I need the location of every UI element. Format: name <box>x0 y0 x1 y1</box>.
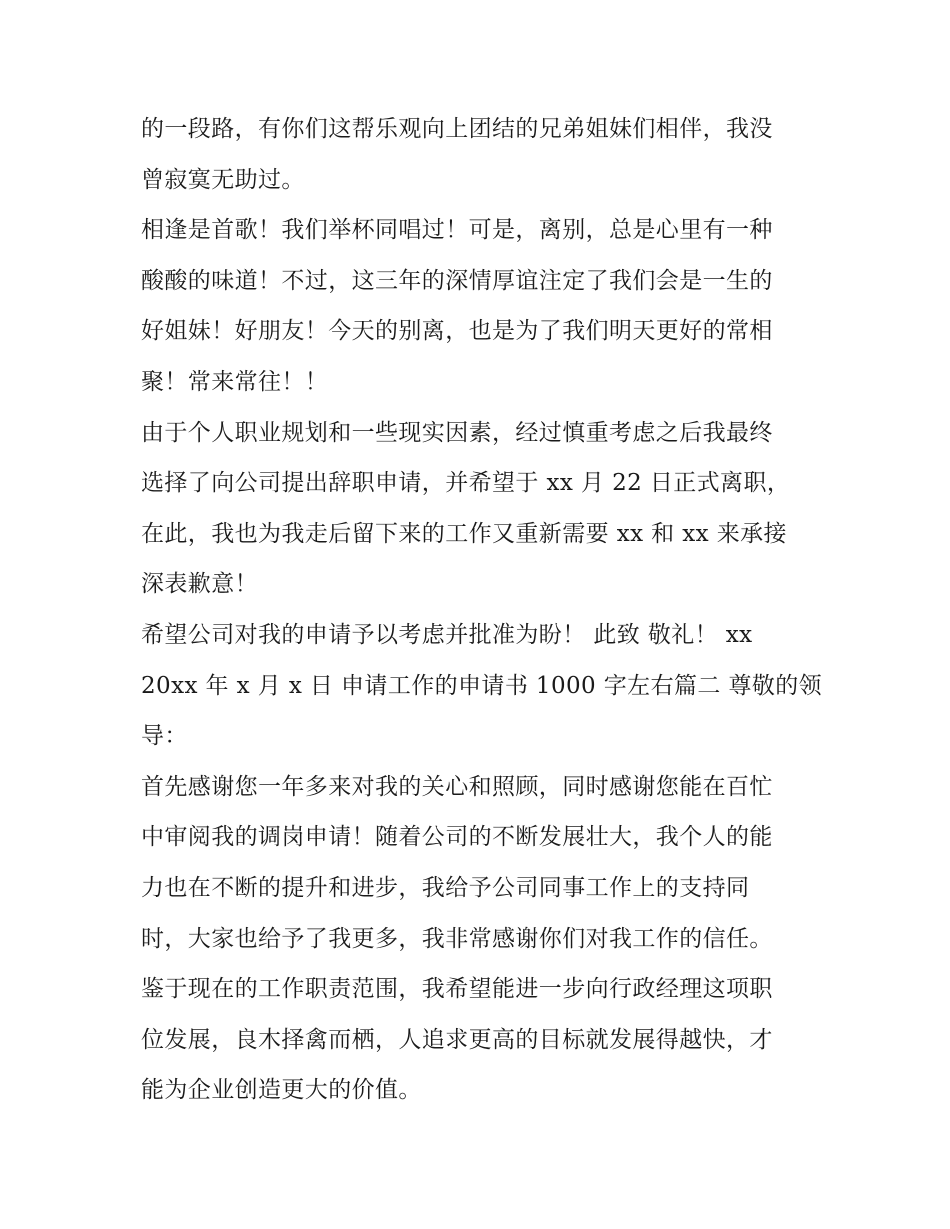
text-line: 中审阅我的调岗申请！随着公司的不断发展壮大，我个人的能 <box>141 824 773 851</box>
text-line: 导： <box>141 723 188 750</box>
text-line: 好姐妹！好朋友！今天的别离，也是为了我们明天更好的常相 <box>141 318 773 345</box>
text-line: 首先感谢您一年多来对我的关心和照顾，同时感谢您能在百忙 <box>141 773 773 800</box>
text-line: 位发展，良木择禽而栖，人追求更高的目标就发展得越快，才 <box>141 1026 773 1053</box>
text-line: 深表歉意！ <box>141 571 258 598</box>
text-line: 希望公司对我的申请予以考虑并批准为盼！ 此致 敬礼！ xx <box>141 621 753 648</box>
body-text <box>141 104 821 1116</box>
text-line: 20xx 年 x 月 x 日 申请工作的申请书 1000 字左右篇二 尊敬的领 <box>141 672 823 699</box>
text-line: 聚！常来常往！！ <box>141 368 329 395</box>
text-line: 力也在不断的提升和进步，我给予公司同事工作上的支持同 <box>141 874 750 901</box>
text-line: 酸酸的味道！不过，这三年的深情厚谊注定了我们会是一生的 <box>141 267 773 294</box>
text-line: 曾寂寞无助过。 <box>141 166 305 193</box>
text-line: 鉴于现在的工作职责范围，我希望能进一步向行政经理这项职 <box>141 976 773 1003</box>
text-line: 在此，我也为我走后留下来的工作又重新需要 xx 和 xx 来承接 <box>141 520 787 547</box>
text-line: 由于个人职业规划和一些现实因素，经过慎重考虑之后我最终 <box>141 419 773 446</box>
text-line: 选择了向公司提出辞职申请，并希望于 xx 月 22 日正式离职， <box>141 470 791 497</box>
text-line: 能为企业创造更大的价值。 <box>141 1077 422 1104</box>
text-line: 时，大家也给予了我更多，我非常感谢你们对我工作的信任。 <box>141 925 773 952</box>
text-line: 的一段路，有你们这帮乐观向上团结的兄弟姐妹们相伴，我没 <box>141 116 773 142</box>
text-line: 相逢是首歌！我们举杯同唱过！可是，离别，总是心里有一种 <box>141 217 773 244</box>
